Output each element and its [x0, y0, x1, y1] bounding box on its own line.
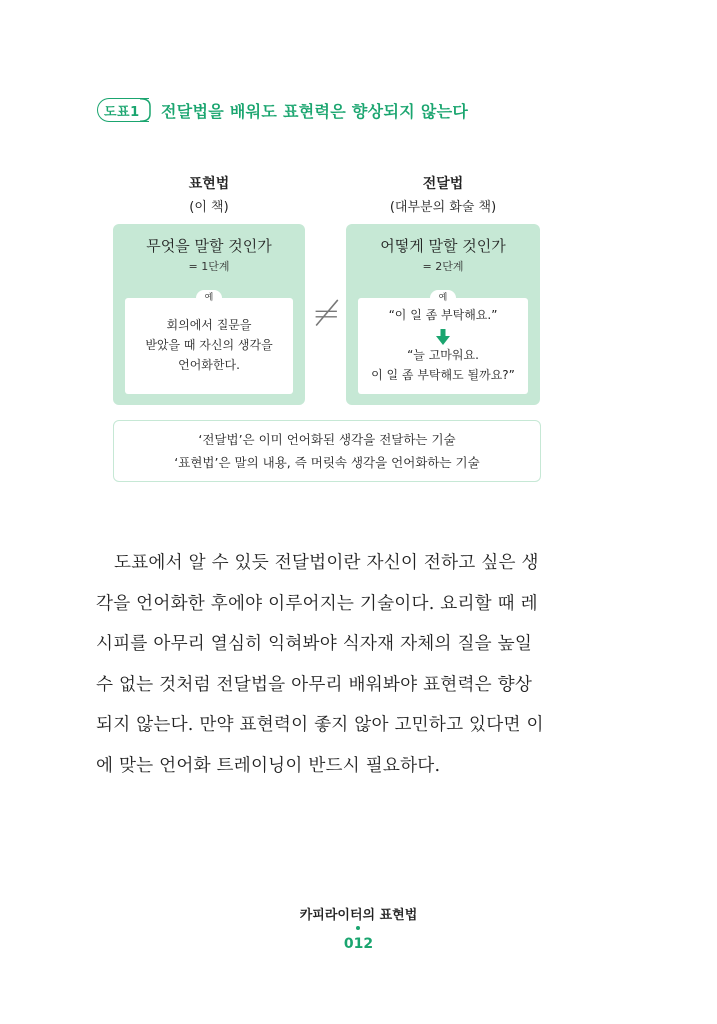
- left-example-line-3: 언어화한다.: [178, 358, 240, 372]
- left-subheading: (이 책): [189, 200, 229, 215]
- right-example-line-1: “이 일 좀 부탁해요.”: [388, 308, 498, 322]
- summary-box: [113, 420, 541, 482]
- body-line-1: 도표에서 알 수 있듯 전달법이란 자신이 전하고 싶은 생: [114, 553, 539, 573]
- right-box-sub: = 2단계: [422, 260, 464, 273]
- body-line-2: 각을 언어화한 후에야 이루어지는 기술이다. 요리할 때 레: [96, 593, 538, 614]
- not-equal-sign: ≠: [312, 294, 341, 334]
- left-example-line-2: 받았을 때 자신의 생각을: [145, 338, 273, 352]
- right-green-box: [346, 224, 540, 405]
- figure-title: 전달법을 배워도 표현력은 향상되지 않는다: [161, 102, 469, 121]
- left-green-box: [113, 224, 305, 405]
- body-line-5: 되지 않는다. 만약 표현력이 좋지 않아 고민하고 있다면 이: [96, 715, 544, 735]
- right-example-pill: [430, 290, 456, 306]
- right-example-line-3: 이 일 좀 부탁해도 될까요?”: [371, 368, 515, 382]
- footer-dot: [356, 926, 360, 930]
- right-example-pill-text: 예: [438, 293, 448, 303]
- right-example-box: [358, 298, 528, 394]
- left-box-sub: = 1단계: [188, 260, 230, 273]
- body-line-6: 에 맞는 언어화 트레이닝이 반드시 필요하다.: [96, 755, 441, 776]
- left-heading: 표현법: [188, 176, 230, 192]
- right-example-line-2: “늘 고마워요.: [407, 348, 479, 362]
- summary-line-2: ‘표현법’은 말의 내용, 즉 머릿속 생각을 언어화하는 기술: [174, 455, 480, 470]
- left-example-line-1: 회의에서 질문을: [166, 318, 252, 332]
- down-arrow-icon: [436, 329, 450, 345]
- page-number: 012: [343, 936, 374, 952]
- body-paragraph: [96, 543, 566, 786]
- figure-tag-curve: [140, 98, 154, 122]
- right-subheading: (대부분의 화술 책): [389, 200, 497, 215]
- body-line-3: 시피를 아무리 열심히 익혀봐야 식자재 자체의 질을 높일: [96, 634, 533, 654]
- left-example-box: [125, 298, 293, 394]
- left-example-pill: [196, 290, 222, 306]
- left-example-pill-text: 예: [204, 293, 214, 303]
- summary-line-1: ‘전달법’은 이미 언어화된 생각을 전달하는 기술: [198, 432, 456, 447]
- right-column-heading: [346, 173, 540, 215]
- right-heading: 전달법: [422, 176, 464, 192]
- body-line-4: 수 없는 것처럼 전달법을 아무리 배워봐야 표현력은 향상: [96, 674, 533, 695]
- right-box-title: 어떻게 말할 것인가: [380, 237, 506, 255]
- left-column-heading: [113, 173, 305, 215]
- figure-tag: 도표1: [104, 105, 140, 120]
- left-box-title: 무엇을 말할 것인가: [146, 237, 272, 255]
- footer-book-title: 카피라이터의 표현법: [299, 908, 418, 923]
